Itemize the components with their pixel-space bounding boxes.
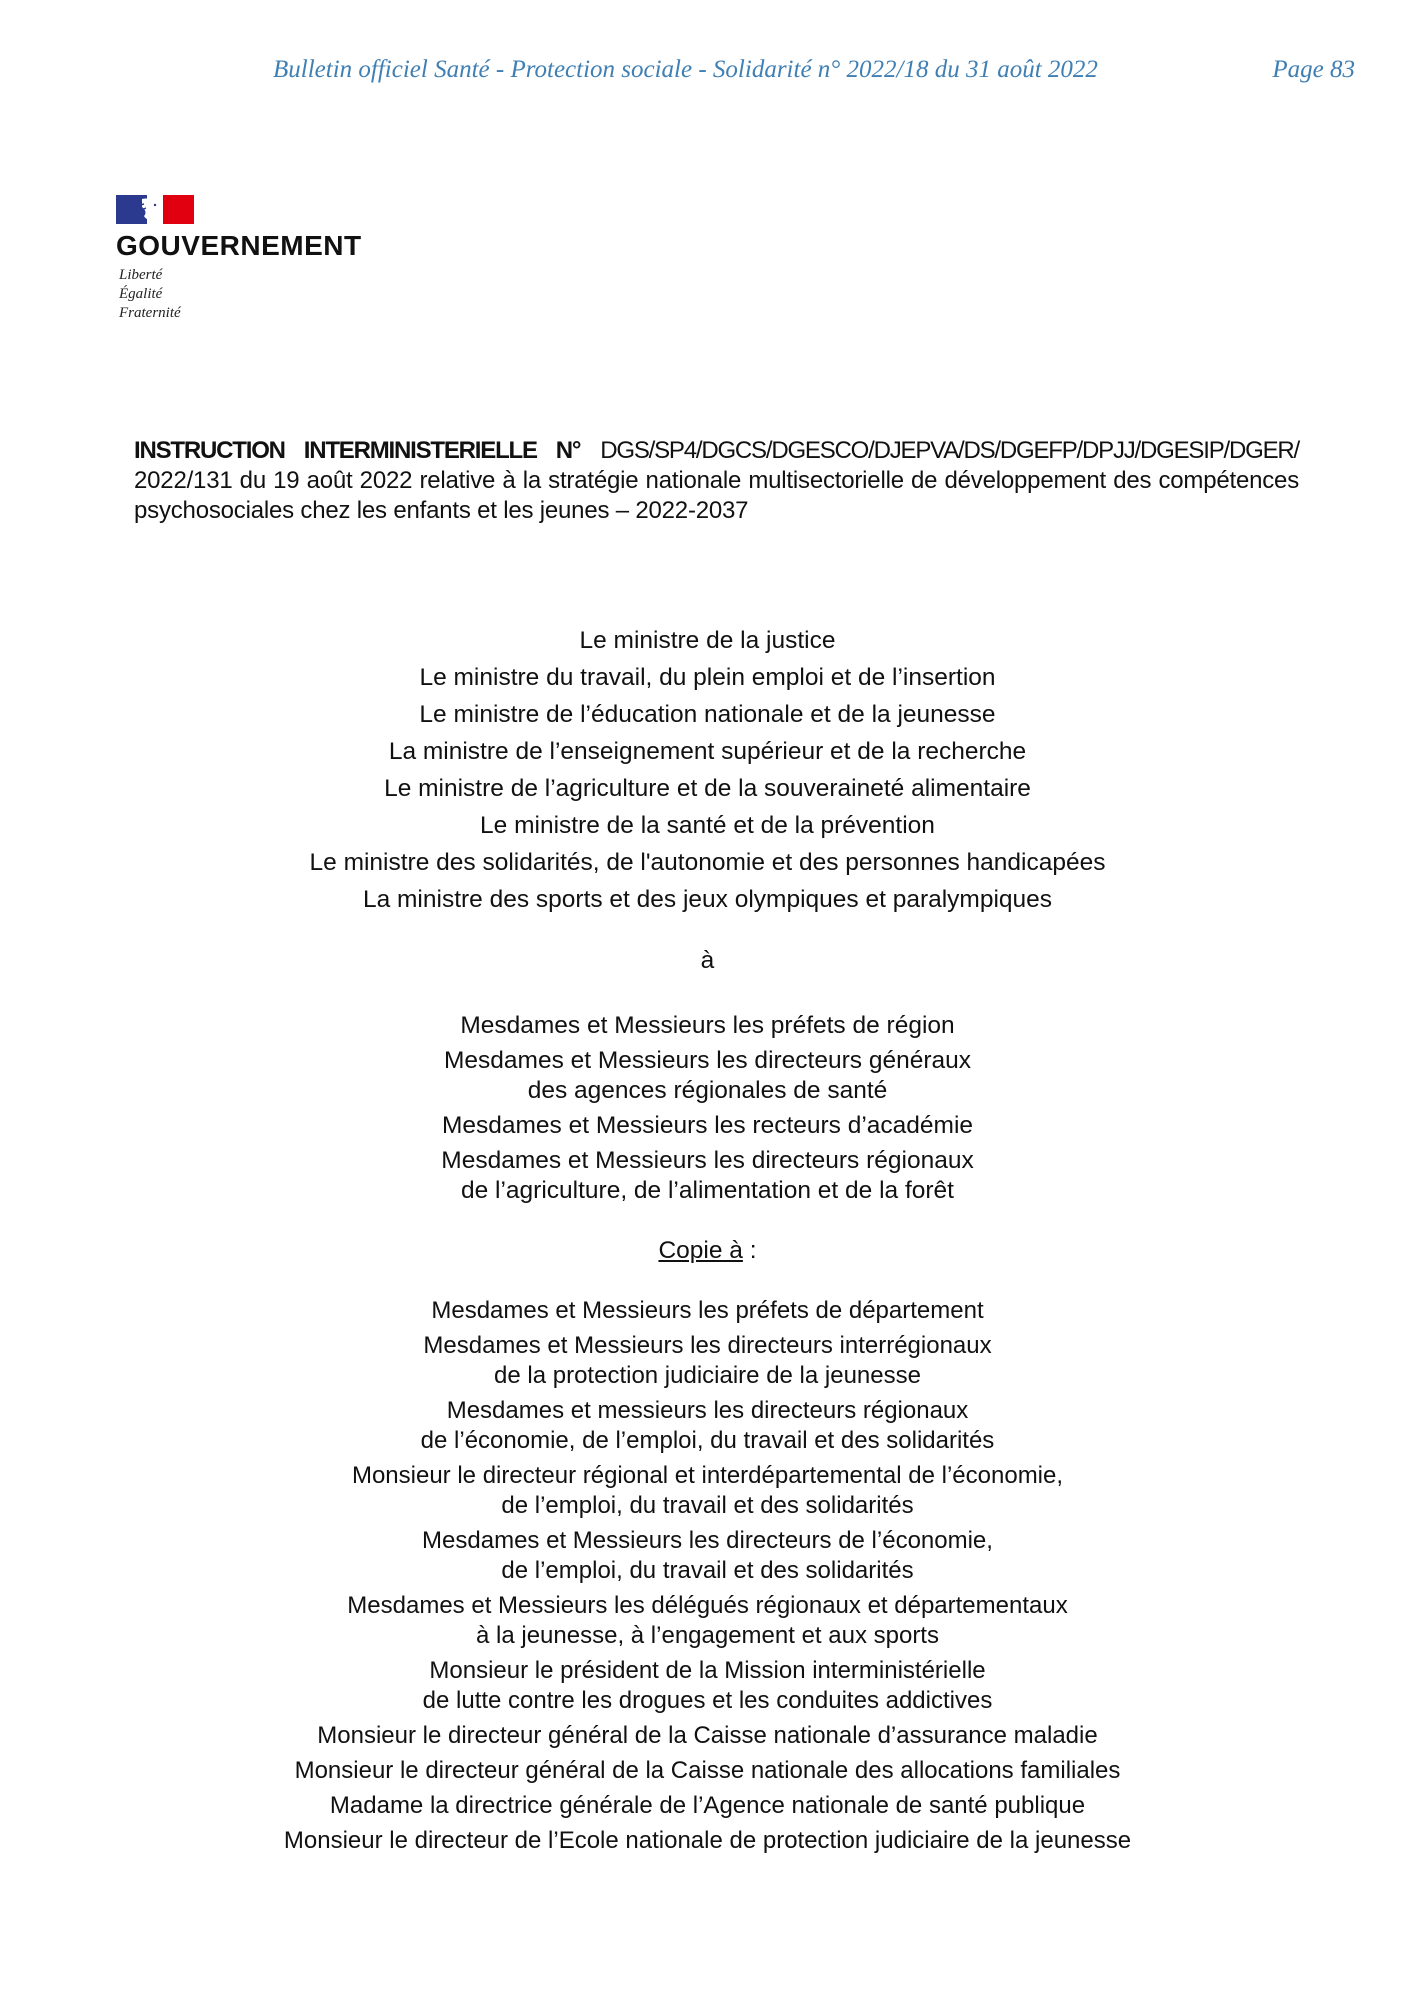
copie-label: Copie à: [658, 1237, 743, 1264]
bulletin-title: Bulletin officiel Santé - Protection sociale - Solidarité n° 2022/18 du 31 août 2022: [273, 56, 1098, 83]
recipient-entry: [0, 1111, 1415, 1141]
copy-entry: [0, 1591, 1415, 1651]
copy-entry: [0, 1791, 1415, 1821]
copy-entry: [0, 1461, 1415, 1521]
motto-egalite: Égalité: [119, 286, 163, 302]
government-wordmark: GOUVERNEMENT: [116, 230, 362, 261]
instruction-subject: 2022/131 du 19 août 2022 relative à la stratégie nationale multisectorielle de développement des compétences psychosociales chez les enfants et les jeunes – 2022-2037: [134, 467, 1299, 524]
recipient-line: Mesdames et Messieurs les recteurs d’académie: [441, 1112, 974, 1139]
copy-line: de l’emploi, du travail et des solidarités: [501, 1557, 914, 1584]
motto-liberte: Liberté: [119, 267, 163, 283]
copy-line: Monsieur le directeur régional et interdépartemental de l’économie,: [351, 1462, 1064, 1489]
copy-entry: [0, 1656, 1415, 1716]
instruction-reference: DGS/SP4/DGCS/DGESCO/DJEPVA/DS/DGEFP/DPJJ/DGESIP/DGER/: [600, 437, 1299, 464]
copy-line: de l’emploi, du travail et des solidarités: [501, 1492, 914, 1519]
copie-heading: [0, 1236, 1415, 1266]
copy-line: Monsieur le directeur de l’Ecole nationale de protection judiciaire de la jeunesse: [283, 1827, 1132, 1854]
copies-list: [0, 1296, 1415, 1861]
minister-line: La ministre de l’enseignement supérieur et de la recherche: [388, 738, 1027, 765]
instruction-title: [134, 436, 1299, 526]
copy-entry: [0, 1296, 1415, 1326]
recipient-line: Mesdames et Messieurs les préfets de région: [460, 1012, 955, 1039]
recipient-line: Mesdames et Messieurs les directeurs généraux: [444, 1047, 971, 1074]
copy-line: Monsieur le directeur général de la Caisse nationale des allocations familiales: [294, 1757, 1121, 1784]
copy-line: Mesdames et Messieurs les préfets de département: [431, 1297, 984, 1324]
copy-line: Mesdames et Messieurs les directeurs interrégionaux: [423, 1332, 992, 1359]
minister-line: Le ministre du travail, du plein emploi et de l’insertion: [419, 664, 996, 691]
recipient-line: des agences régionales de santé: [527, 1077, 888, 1104]
recipient-line: de l’agriculture, de l’alimentation et de la forêt: [460, 1177, 954, 1204]
recipients-list: [0, 1011, 1415, 1211]
copy-entry: [0, 1721, 1415, 1751]
connector-a: à: [700, 947, 715, 974]
copy-line: Monsieur le directeur général de la Caisse nationale d’assurance maladie: [317, 1722, 1098, 1749]
copy-line: Madame la directrice générale de l’Agence nationale de santé publique: [329, 1792, 1086, 1819]
instruction-label: INSTRUCTION INTERMINISTERIELLE N°: [134, 437, 581, 464]
copy-line: de lutte contre les drogues et les conduites addictives: [422, 1687, 993, 1714]
copy-line: de la protection judiciaire de la jeunesse: [494, 1362, 921, 1389]
copy-line: Mesdames et Messieurs les délégués régionaux et départementaux: [347, 1592, 1068, 1619]
minister-line: Le ministre de la justice: [579, 627, 836, 654]
copy-line: Mesdames et Messieurs les directeurs de l’économie,: [422, 1527, 993, 1554]
government-logo: [116, 195, 376, 323]
ministers-list: [0, 626, 1415, 922]
minister-line: La ministre des sports et des jeux olympiques et paralympiques: [362, 886, 1053, 913]
copy-entry: [0, 1756, 1415, 1786]
page-header: [0, 56, 1415, 90]
copy-line: Monsieur le président de la Mission interministérielle: [429, 1657, 986, 1684]
republic-motto: [119, 266, 376, 323]
minister-line: Le ministre de l’agriculture et de la souveraineté alimentaire: [384, 775, 1031, 802]
copy-line: Mesdames et messieurs les directeurs régionaux: [446, 1397, 969, 1424]
minister-line: Le ministre des solidarités, de l'autonomie et des personnes handicapées: [309, 849, 1106, 876]
copy-entry: [0, 1396, 1415, 1456]
recipient-entry: [0, 1146, 1415, 1206]
minister-line: Le ministre de l’éducation nationale et de la jeunesse: [419, 701, 996, 728]
copy-entry: [0, 1826, 1415, 1856]
copy-entry: [0, 1331, 1415, 1391]
recipient-line: Mesdames et Messieurs les directeurs régionaux: [441, 1147, 974, 1174]
recipient-entry: [0, 1046, 1415, 1106]
page-number: Page 83: [1272, 56, 1355, 83]
recipient-entry: [0, 1011, 1415, 1041]
motto-fraternite: Fraternité: [119, 305, 181, 321]
minister-line: Le ministre de la santé et de la prévention: [480, 812, 935, 839]
copy-entry: [0, 1526, 1415, 1586]
copie-suffix: :: [742, 1237, 757, 1264]
marianne-flag-icon: [116, 195, 194, 224]
copy-line: de l’économie, de l’emploi, du travail et des solidarités: [420, 1427, 995, 1454]
copy-line: à la jeunesse, à l’engagement et aux sports: [476, 1622, 939, 1649]
